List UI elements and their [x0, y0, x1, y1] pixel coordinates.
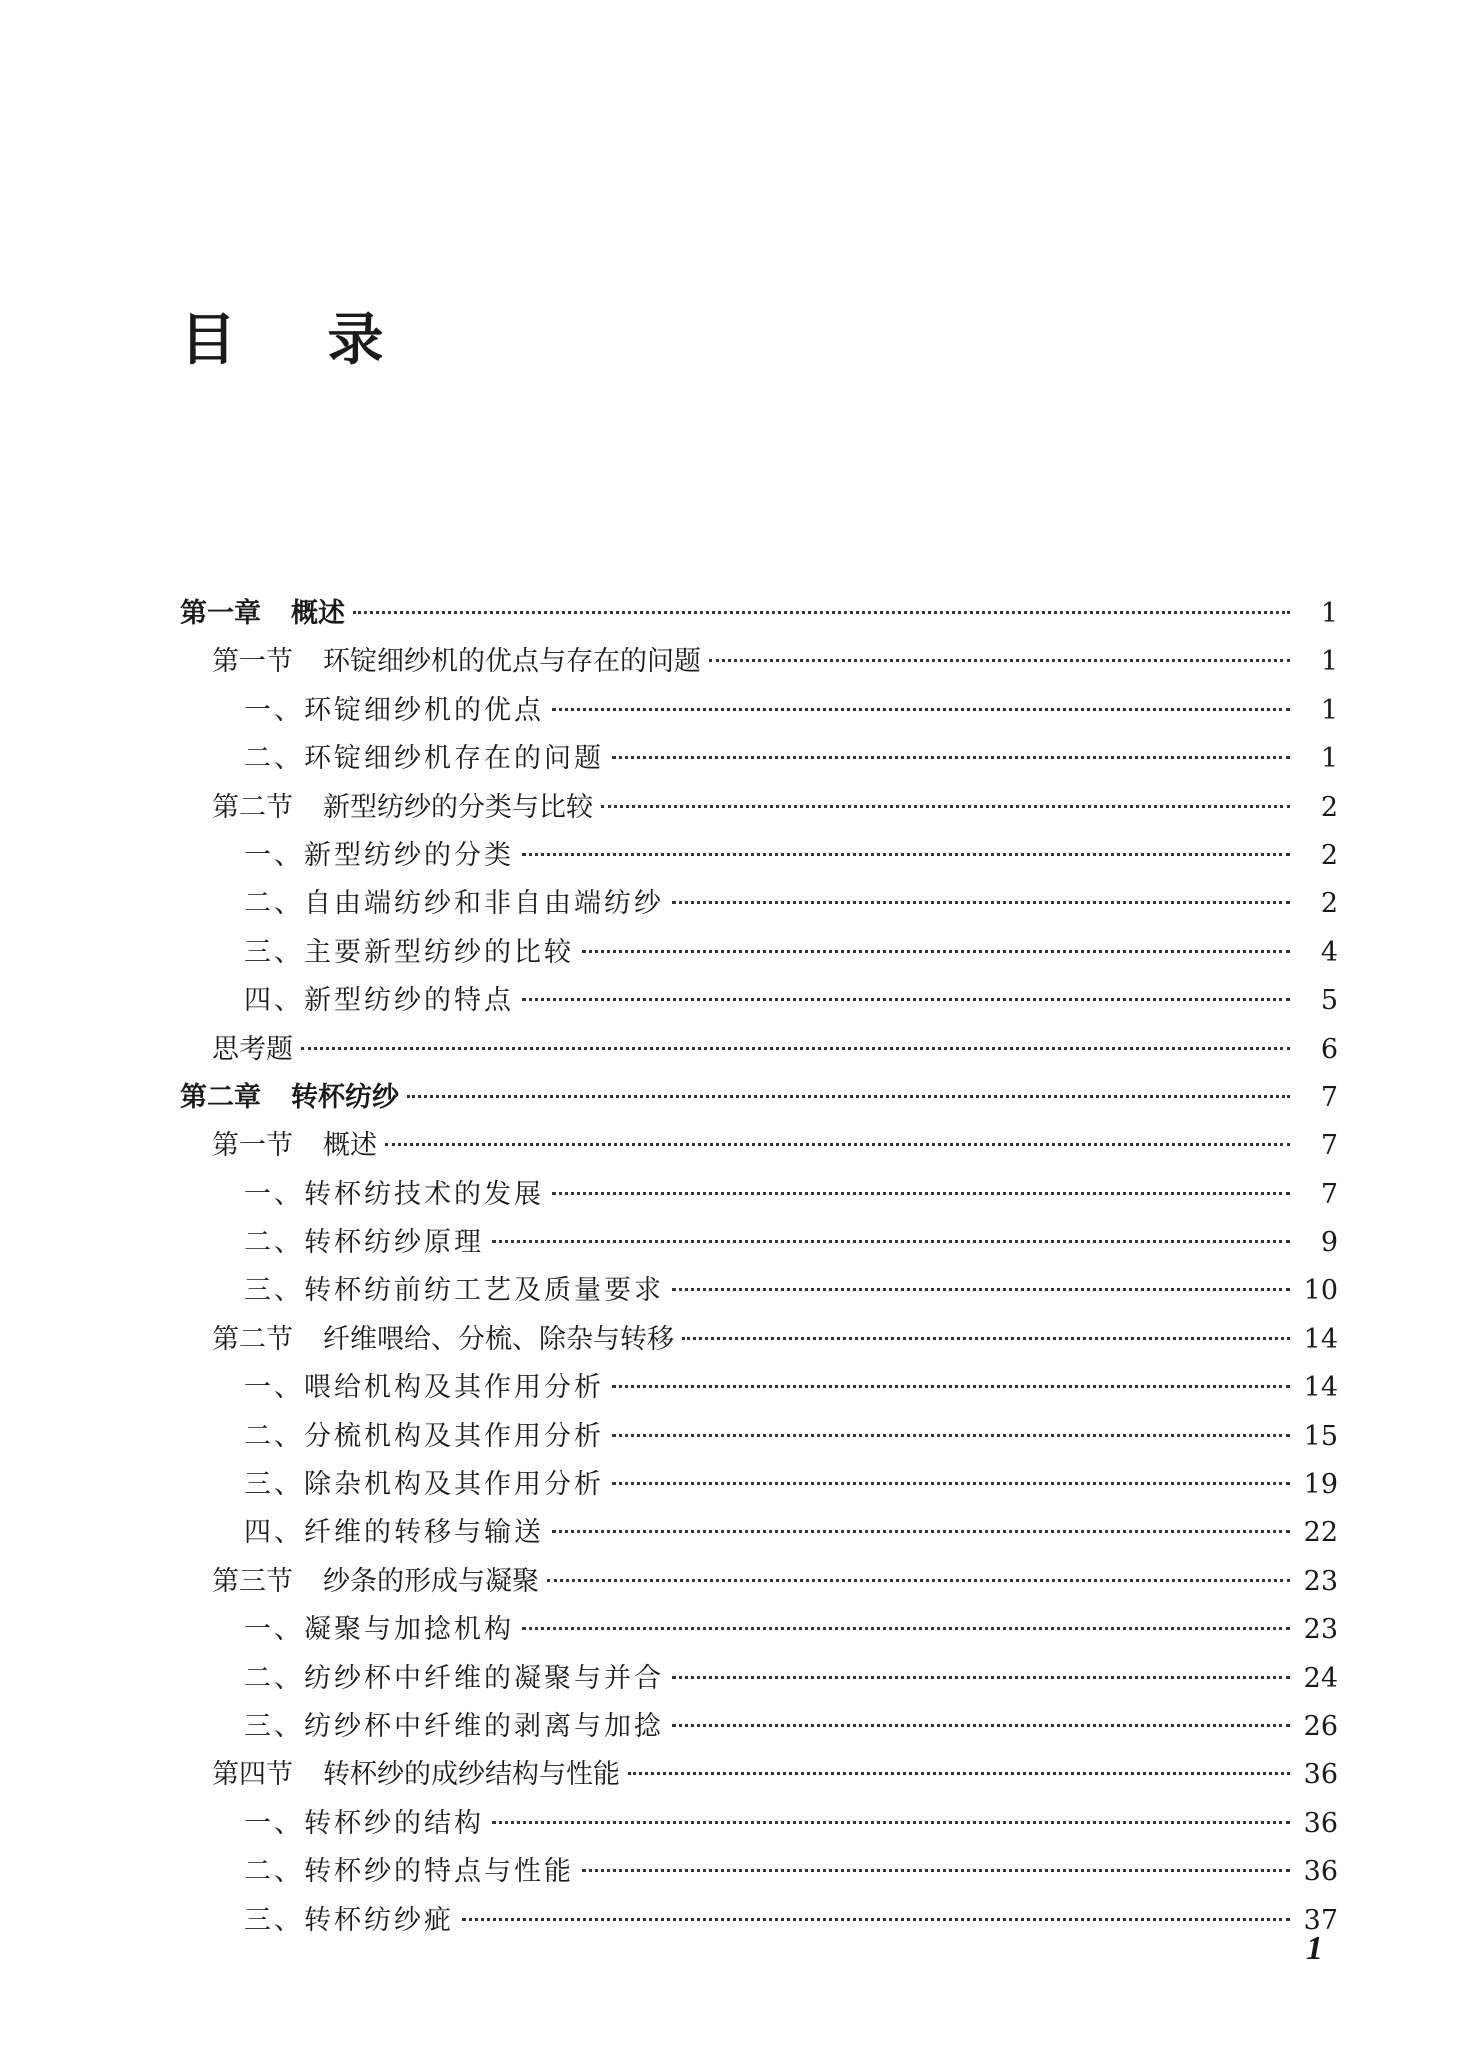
toc-entry-title	[212, 1558, 539, 1606]
dot-leader	[672, 901, 1290, 904]
toc-entry-text: 二、转杯纱的特点与性能	[244, 1856, 574, 1888]
toc-page-number: 22	[1303, 1517, 1338, 1549]
toc-entry-text: 二、自由端纺纱和非自由端纺纱	[244, 888, 664, 920]
toc-page-number: 2	[1320, 839, 1338, 871]
toc-entry-title	[244, 1703, 664, 1751]
toc-page-number: 4	[1320, 936, 1338, 968]
toc-subsection-entry[interactable]	[180, 977, 1338, 1025]
dot-leader	[682, 1337, 1290, 1340]
toc-page-number: 5	[1320, 985, 1338, 1017]
toc-entry-text: 一、喂给机构及其作用分析	[244, 1372, 604, 1404]
toc-entry-text: 四、新型纺纱的特点	[244, 985, 514, 1017]
dot-leader	[709, 659, 1290, 662]
toc-entry-text: 概述	[291, 598, 345, 629]
toc-subsection-entry[interactable]	[180, 1219, 1338, 1267]
toc-entry-title	[180, 590, 345, 638]
toc-subsection-entry[interactable]	[180, 1413, 1338, 1461]
toc-section-entry[interactable]	[180, 1751, 1338, 1799]
toc-entry-title	[212, 1026, 293, 1074]
dot-leader	[552, 1192, 1290, 1195]
toc-entry-title	[212, 1316, 674, 1364]
dot-leader	[522, 998, 1290, 1001]
toc-entry-title	[212, 1751, 620, 1799]
dot-leader	[301, 1047, 1290, 1050]
toc-page-number: 19	[1303, 1469, 1338, 1501]
toc-entry-text: 新型纺纱的分类与比较	[323, 791, 593, 823]
toc-page-number: 9	[1320, 1227, 1338, 1259]
toc-entry-title	[244, 1655, 664, 1703]
dot-leader	[462, 1918, 1290, 1921]
toc-page-number: 1	[1320, 598, 1338, 629]
toc-page-number: 37	[1303, 1904, 1338, 1936]
toc-page-number: 7	[1320, 1081, 1338, 1113]
toc-subsection-entry[interactable]	[180, 880, 1338, 928]
toc-entry-number: 第二章	[180, 1081, 261, 1113]
toc-entry-title	[244, 735, 604, 783]
toc-entry-text: 二、分梳机构及其作用分析	[244, 1420, 604, 1452]
toc-entry-title	[244, 977, 514, 1025]
toc-subsection-entry[interactable]	[180, 929, 1338, 977]
toc-subsection-entry[interactable]	[180, 1848, 1338, 1896]
toc-entry-text: 一、转杯纱的结构	[244, 1807, 484, 1839]
toc-page-number: 36	[1303, 1759, 1338, 1791]
toc-page-number: 2	[1320, 791, 1338, 823]
dot-leader	[492, 1821, 1290, 1824]
toc-section-entry[interactable]	[180, 784, 1338, 832]
toc-entry-title	[212, 638, 701, 686]
dot-leader	[612, 1385, 1290, 1388]
toc-page-number: 1	[1320, 646, 1338, 678]
toc-entry-number: 第一节	[212, 1130, 293, 1162]
toc-subsection-entry[interactable]	[180, 1800, 1338, 1848]
dot-leader	[552, 1530, 1290, 1533]
toc-subsection-entry[interactable]	[180, 1461, 1338, 1509]
toc-entry-number: 第二节	[212, 791, 293, 823]
toc-section-entry[interactable]	[180, 1026, 1338, 1074]
dot-leader	[353, 611, 1290, 614]
dot-leader	[522, 853, 1290, 856]
toc-page-number: 14	[1303, 1323, 1338, 1355]
toc-subsection-entry[interactable]	[180, 1897, 1338, 1945]
toc-page-number: 23	[1303, 1614, 1338, 1646]
toc-entry-title	[244, 880, 664, 928]
toc-entry-number: 第三节	[212, 1565, 293, 1597]
toc-page-number: 1	[1320, 694, 1338, 726]
toc-entry-title	[244, 1509, 544, 1557]
toc-page-number: 26	[1303, 1710, 1338, 1742]
toc-page-number: 10	[1303, 1275, 1338, 1307]
toc-entry-number: 第一节	[212, 646, 293, 678]
toc-chapter-entry[interactable]	[180, 1074, 1338, 1122]
toc-subsection-entry[interactable]	[180, 1655, 1338, 1703]
toc-entry-title	[212, 1122, 377, 1170]
dot-leader	[672, 1724, 1290, 1727]
dot-leader	[672, 1676, 1290, 1679]
toc-entry-title	[244, 1219, 484, 1267]
dot-leader	[601, 805, 1290, 808]
toc-subsection-entry[interactable]	[180, 832, 1338, 880]
toc-entry-text: 一、转杯纺技术的发展	[244, 1178, 544, 1210]
toc-entry-text: 环锭细纱机的优点与存在的问题	[323, 646, 701, 678]
toc-page-number: 2	[1320, 888, 1338, 920]
table-of-contents	[180, 590, 1338, 1945]
toc-entry-text: 思考题	[212, 1033, 293, 1065]
toc-entry-number: 第四节	[212, 1759, 293, 1791]
toc-entry-text: 纤维喂给、分梳、除杂与转移	[323, 1323, 674, 1355]
toc-entry-text: 一、环锭细纱机的优点	[244, 694, 544, 726]
toc-entry-title	[244, 1171, 544, 1219]
toc-page-number: 7	[1320, 1130, 1338, 1162]
toc-entry-text: 二、纺纱杯中纤维的凝聚与并合	[244, 1662, 664, 1694]
page-number: 1	[1306, 1930, 1323, 1967]
dot-leader	[612, 756, 1290, 759]
page-title: 目 录	[180, 307, 420, 373]
toc-entry-text: 二、环锭细纱机存在的问题	[244, 743, 604, 775]
toc-entry-text: 三、主要新型纺纱的比较	[244, 936, 574, 968]
toc-entry-text: 三、除杂机构及其作用分析	[244, 1469, 604, 1501]
toc-entry-title	[244, 1897, 454, 1945]
toc-entry-title	[244, 1413, 604, 1461]
toc-entry-text: 三、纺纱杯中纤维的剥离与加捻	[244, 1710, 664, 1742]
toc-page-number: 6	[1320, 1033, 1338, 1065]
dot-leader	[628, 1772, 1290, 1775]
toc-entry-text: 三、转杯纺前纺工艺及质量要求	[244, 1275, 664, 1307]
toc-entry-text: 纱条的形成与凝聚	[323, 1565, 539, 1597]
toc-subsection-entry[interactable]	[180, 735, 1338, 783]
toc-section-entry[interactable]	[180, 638, 1338, 686]
toc-entry-title	[244, 1267, 664, 1315]
toc-subsection-entry[interactable]	[180, 1703, 1338, 1751]
toc-entry-title	[180, 1074, 399, 1122]
toc-entry-number: 第一章	[180, 598, 261, 629]
toc-entry-text: 三、转杯纺纱疵	[244, 1904, 454, 1936]
toc-subsection-entry[interactable]	[180, 1267, 1338, 1315]
toc-page-number: 7	[1320, 1178, 1338, 1210]
dot-leader	[582, 1869, 1290, 1872]
toc-section-entry[interactable]	[180, 1316, 1338, 1364]
toc-entry-text: 概述	[323, 1130, 377, 1162]
toc-page-number: 24	[1303, 1662, 1338, 1694]
toc-section-entry[interactable]	[180, 1122, 1338, 1170]
toc-subsection-entry[interactable]	[180, 1364, 1338, 1412]
dot-leader	[407, 1095, 1290, 1098]
toc-page-number: 14	[1303, 1372, 1338, 1404]
dot-leader	[552, 708, 1290, 711]
toc-subsection-entry[interactable]	[180, 1171, 1338, 1219]
toc-entry-title	[244, 1848, 574, 1896]
toc-entry-title	[212, 784, 593, 832]
dot-leader	[522, 1627, 1290, 1630]
toc-entry-number: 第二节	[212, 1323, 293, 1355]
toc-entry-title	[244, 687, 544, 735]
toc-page-number: 1	[1320, 743, 1338, 775]
toc-entry-title	[244, 832, 514, 880]
toc-entry-title	[244, 1364, 604, 1412]
toc-entry-text: 转杯纺纱	[291, 1081, 399, 1113]
toc-page-number: 15	[1303, 1420, 1338, 1452]
toc-subsection-entry[interactable]	[180, 1509, 1338, 1557]
dot-leader	[547, 1579, 1290, 1582]
toc-entry-title	[244, 1461, 604, 1509]
toc-page-number: 23	[1303, 1565, 1338, 1597]
toc-entry-title	[244, 929, 574, 977]
toc-entry-text: 四、纤维的转移与输送	[244, 1517, 544, 1549]
toc-entry-text: 一、新型纺纱的分类	[244, 839, 514, 871]
dot-leader	[385, 1143, 1290, 1146]
toc-page-number: 36	[1303, 1807, 1338, 1839]
toc-entry-title	[244, 1800, 484, 1848]
dot-leader	[582, 950, 1290, 953]
toc-subsection-entry[interactable]	[180, 1606, 1338, 1654]
toc-entry-text: 一、凝聚与加捻机构	[244, 1614, 514, 1646]
toc-section-entry[interactable]	[180, 1558, 1338, 1606]
toc-page-number: 36	[1303, 1856, 1338, 1888]
dot-leader	[492, 1240, 1290, 1243]
dot-leader	[612, 1434, 1290, 1437]
dot-leader	[612, 1482, 1290, 1485]
toc-entry-text: 二、转杯纺纱原理	[244, 1227, 484, 1259]
toc-chapter-entry[interactable]	[180, 590, 1338, 638]
toc-entry-text: 转杯纱的成纱结构与性能	[323, 1759, 620, 1791]
toc-subsection-entry[interactable]	[180, 687, 1338, 735]
toc-entry-title	[244, 1606, 514, 1654]
dot-leader	[672, 1288, 1290, 1291]
